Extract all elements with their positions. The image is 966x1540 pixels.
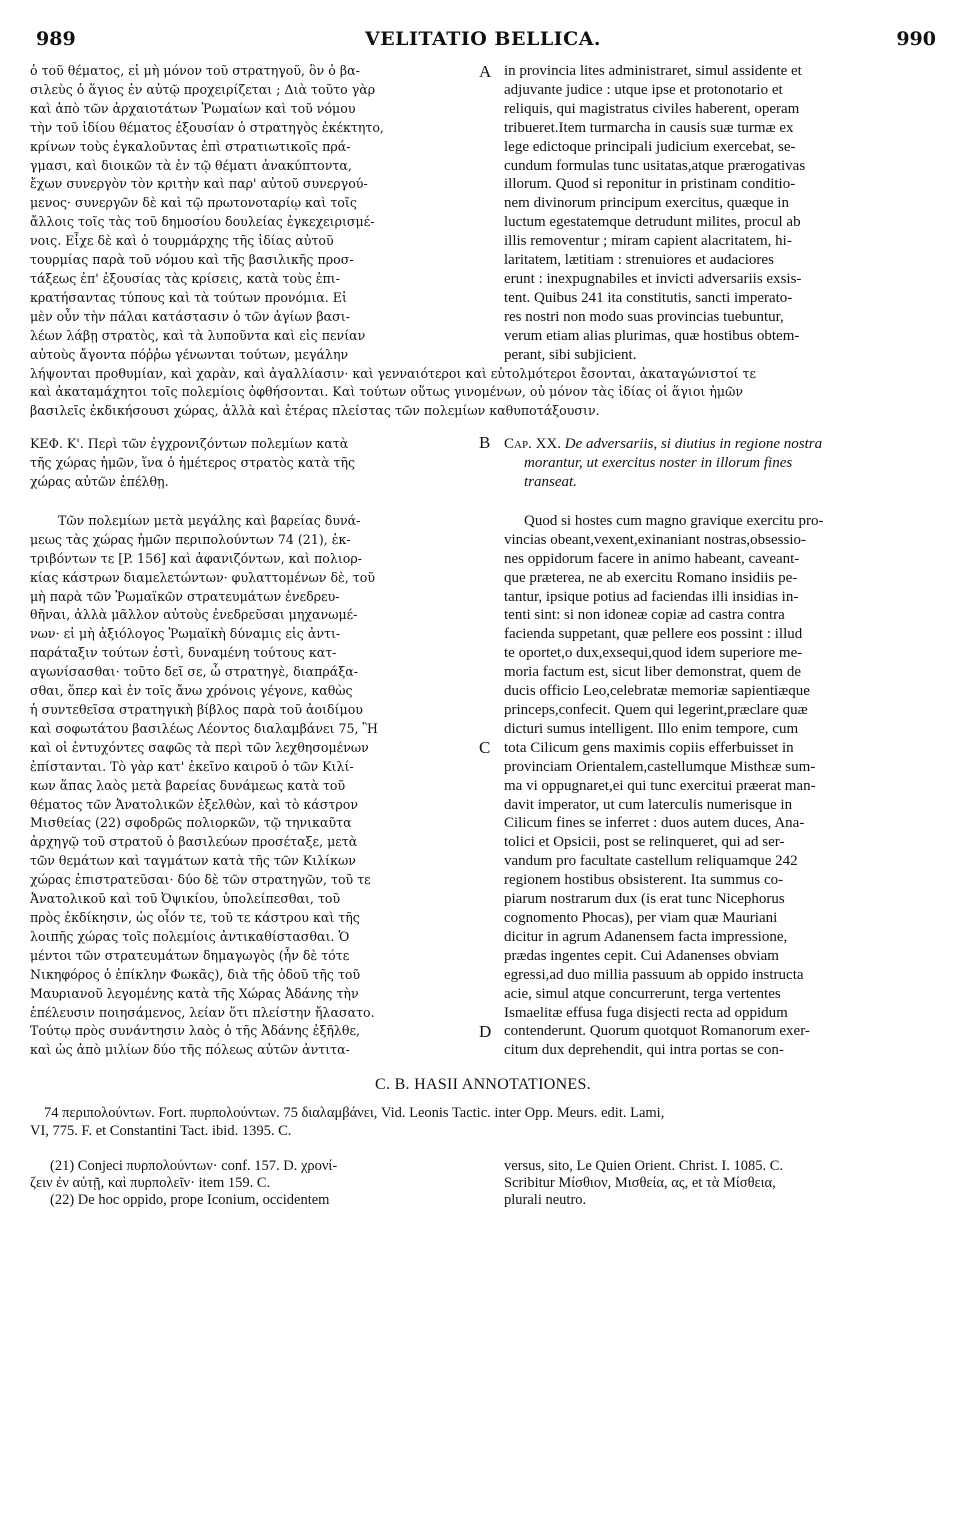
greek-full-width-text (30, 365, 936, 422)
greek-line: τάξεως ἐπ' ἐξουσίας τὰς κρίσεις, κατὰ τοὺς ἐπι- (30, 270, 340, 286)
latin-line: reliquis, qui magistratus civiles haberent, operam (504, 100, 800, 117)
latin-line: illis removentur ; miram capient alacritatem, hi- (504, 233, 792, 250)
greek-line: θῆναι, ἀλλὰ μᾶλλον αὐτοὺς ἐνεδρεῦσαι μηχανωμέ- (30, 607, 358, 623)
margin-marker-c: C (479, 737, 491, 757)
greek-line: σιλεὺς ὁ ἅγιος ἐν αὐτῷ προχειρίζεται ; Διὰ τοῦτο γὰρ (30, 81, 376, 97)
latin-line: provinciam Orientalem,castellumque Misthεæ sum- (504, 758, 816, 775)
latin-line: Cilicum fines se inferret : duos autem duces, Ana- (504, 815, 805, 832)
footnotes-left (30, 1158, 475, 1209)
greek-line: καὶ ἀπὸ τῶν ἀρχαιοτάτων Ῥωμαίων καὶ τοῦ νόμου (30, 100, 356, 116)
running-header (30, 28, 936, 62)
latin-line: cundum formulas tunc usitatas,atque prærogativas (504, 157, 806, 174)
latin-line: te oportet,o dux,exsequi,quod idem superiore me- (504, 645, 803, 662)
latin-line: citum dux deprehendit, qui intra portas se con- (504, 1042, 784, 1059)
latin-line: res nostri non modo suas provincias tuebuntur, (504, 308, 784, 325)
latin-line: cognomento Phocas), per viam quæ Mauriani (504, 909, 778, 926)
latin-chapter-title (504, 435, 936, 492)
greek-line: ἐπίστανται. Τὸ γὰρ κατ' ἐκεῖνο καιροῦ ὁ τῶν Κιλί- (30, 758, 354, 774)
chapter-title-line: transeat. (524, 474, 577, 491)
running-title: VELITATIO BELLICA. (364, 28, 602, 50)
latin-line: que præterea, ne ab exercitu Romano insidiis pe- (504, 569, 798, 586)
chapter-title-line: τῆς χώρας ἡμῶν, ἵνα ὁ ἡμέτερος στρατὸς κατὰ τῆς (30, 455, 356, 471)
greek-line: ἄλλοις τοῖς τὰς τοῦ δημοσίου δουλείας ἐγκεχειρισμέ- (30, 214, 375, 230)
footnote-line: (22) De hoc oppido, prope Iconium, occidentem (50, 1192, 330, 1209)
footnote-line: Scribitur Μίσθιον, Μισθεία, ας, et τὰ Μίσθεια, (504, 1175, 776, 1192)
latin-line: dicturi sumus intelligent. Illo enim tempore, cum (504, 720, 799, 737)
annotation-line: VI, 775. F. et Constantini Tact. ibid. 1395. C. (30, 1123, 292, 1140)
greek-line: κρατήσαντας τύπους καὶ τὰ τούτων προνόμια. Εἰ (30, 289, 347, 305)
greek-line: μὲν οὖν τὴν πάλαι κατάστασιν ὁ τῶν ἁγίων βασι- (30, 308, 350, 324)
greek-column (30, 62, 475, 365)
latin-line: tent. Quibus 241 ita constitutis, sancti imperato- (504, 289, 793, 306)
greek-line: Μισθείας (22) σφοδρῶς πολιορκῶν, τῷ τηνικαῦτα (30, 815, 352, 831)
greek-line: αγωνίσασθαι· τοῦτο δεῖ σε, ὦ στρατηγὲ, διαπράξα- (30, 664, 359, 680)
latin-line: contenderunt. Quorum quotquot Romanorum exer- (504, 1023, 810, 1040)
greek-line: κων ἅπας λαὸς μετὰ βαρείας δυνάμεως κατὰ τοῦ (30, 777, 346, 793)
greek-line: ἡ συντεθεῖσα στρατηγικὴ βίβλος παρὰ τοῦ ἀοιδίμου (30, 702, 363, 717)
greek-line: Μαυριανοῦ λεγομένης κατὰ τῆς Χώρας Ἀδάνης τὴν (30, 985, 359, 1001)
chapter-title-line: ΚΕΦ. Κ'. Περὶ τῶν ἐγχρονιζόντων πολεμίων κατὰ (30, 436, 349, 452)
latin-line: prædas ingentes cepit. Cui Adanenses obviam (504, 947, 779, 964)
margin-marker-b: B (479, 433, 491, 453)
greek-line: βασιλεῖς ἐκδικήσουσι χώρας, ἀλλὰ καὶ ἑτέρας πλείστας τῶν πολεμίων καθυποτάξουσιν. (30, 403, 600, 419)
greek-line: Τῶν πολεμίων μετὰ μεγάλης καὶ βαρείας δυνά- (58, 512, 361, 528)
latin-line: nem divinorum principum exercitus, quæque in (504, 195, 789, 212)
latin-line: davit imperator, ut cum laterculis numerisque in (504, 796, 793, 813)
latin-line: ducis officio Leo,celebratæ memoriæ sapientiæque (504, 683, 810, 700)
greek-line: λοιπῆς χώρας τοῖς πολεμίοις ἀντικαθίστασθαι. Ὁ (30, 928, 350, 944)
annotations-text (30, 1104, 936, 1140)
latin-line: egressi,ad duo millia passuum ab oppido instructa (504, 966, 804, 983)
book-page (30, 28, 936, 1518)
latin-line: facienda suppetant, quæ pellere eos possint : illud (504, 626, 803, 643)
greek-line: Νικηφόρος ὁ ἐπίκλην Φωκᾶς), διὰ τῆς ὁδοῦ τῆς τοῦ (30, 966, 361, 982)
annotations-title: C. B. HASII ANNOTATIONES. (375, 1076, 591, 1094)
greek-line: τῶν θεμάτων καὶ ταγμάτων κατὰ τῆς τῶν Κιλίκων (30, 853, 356, 869)
latin-line: acie, simul atque concurrerunt, terga vertentes (504, 985, 781, 1002)
page-number-left: 989 (36, 28, 76, 50)
latin-line: illorum. Quod si reponitur in pristinam conditio- (504, 176, 796, 193)
greek-line: κρίνων τοὺς ἐγκαλοῦντας ἐπὶ στρατιωτικοῖς πρά- (30, 138, 351, 154)
latin-line: erunt : inexpugnabiles et invicti adversariis exsis- (504, 270, 802, 287)
latin-line: regionem hostibus obsisterent. Ita summus co- (504, 872, 784, 889)
greek-line: σθαι, ὅπερ καὶ ἐν τοῖς ἄνω χρόνοις γέγονε, καθὼς (30, 683, 353, 699)
latin-line: piarum nostrarum dux (is erat tunc Nicephorus (504, 891, 785, 908)
greek-line: καὶ οἱ ἐντυχόντες σαφῶς τὰ περὶ τῶν λεχθησομένων (30, 739, 369, 755)
footnote-line: versus, sito, Le Quien Orient. Christ. I. 1085. C. (504, 1158, 784, 1175)
greek-line: τριβόντων τε [P. 156] καὶ ἀφανιζόντων, καὶ πολιορ- (30, 550, 363, 566)
greek-line: Ἀνατολικοῦ καὶ τοῦ Ὀψικίου, ὑπολείπεσθαι, τοῦ (30, 891, 341, 907)
chapter-label: Cap. XX. (504, 436, 561, 453)
footnotes (30, 1158, 936, 1209)
latin-line: lege edictoque principali judicium exercebat, se- (504, 138, 796, 155)
latin-line: adjuvante judice : utque ipse et protonotario et (504, 81, 783, 98)
greek-line: ὁ τοῦ θέματος, εἰ μὴ μόνον τοῦ στρατηγοῦ, ὃν ὁ βα- (30, 63, 360, 78)
latin-column (504, 62, 936, 365)
latin-line: nes oppidorum facere in animo habeant, caveant- (504, 550, 800, 567)
greek-line: τουρμίας παρὰ τοῦ νόμου καὶ τῆς βασιλικῆς προσ- (30, 252, 354, 268)
chapter-title-line: De adversariis, si diutius in regione nostra (564, 436, 823, 453)
greek-line: μέντοι τῶν στρατευμάτων δημαγωγὸς (ἦν δὲ τότε (30, 947, 350, 963)
latin-line: perant, sibi subjicient. (504, 346, 637, 363)
greek-line: νων· εἰ μὴ ἀξιόλογος Ῥωμαϊκὴ δύναμις εἰς ἀντι- (30, 626, 341, 642)
page-number-right: 990 (896, 28, 936, 50)
latin-line: ma vi oppugnaret,ei qui tunc exercitui præerat man- (504, 777, 816, 794)
greek-line: Τούτῳ πρὸς συνάντησιν λαὸς ὁ τῆς Ἀδάνης ἐξῆλθε, (30, 1023, 361, 1039)
greek-line: λέων λάβῃ στρατὸς, καὶ τὰ λυποῦντα καὶ εἰς πενίαν (30, 327, 366, 343)
footnotes-right (504, 1158, 936, 1209)
greek-line: παράταξιν τούτων ἐστὶ, δυναμένη τούτους κατ- (30, 645, 337, 661)
latin-line: in provincia lites administraret, simul assidente et (504, 63, 802, 79)
latin-line: Quod si hostes cum magno gravique exercitu pro- (524, 512, 824, 529)
latin-line: tenti sint: si non idoneæ copiæ ad castra contra (504, 607, 785, 624)
latin-line: moria factum est, sicut liber demonstrat, quem de (504, 664, 801, 681)
latin-line: dicitur in agrum Adanensem facta impressione, (504, 928, 788, 945)
greek-line: νοις. Εἶχε δὲ καὶ ὁ τουρμάρχης τῆς ἰδίας αὐτοῦ (30, 233, 334, 249)
latin-line: vandum pro facultate castellum reliquamque 242 (504, 853, 798, 870)
greek-line: πρὸς ἐκδίκησιν, ὡς οἷόν τε, τοῦ τε κάστρου καὶ τῆς (30, 909, 360, 925)
chapter-title-line: χώρας αὐτῶν ἐπέλθῃ. (30, 474, 169, 490)
footnote-line: (21) Conjeci πυρπολούντων· conf. 157. D. χρονί- (50, 1158, 338, 1175)
section-1 (30, 62, 936, 365)
greek-line: καὶ ὡς ἀπὸ μιλίων δύο τῆς πόλεως αὐτῶν ἀντιτα- (30, 1042, 350, 1058)
chapter-title-line: morantur, ut exercitus noster in illorum fines (524, 455, 793, 472)
greek-line: μεως τὰς χώρας ἡμῶν περιπολούντων 74 (21), ἐκ- (30, 531, 351, 547)
greek-line: καὶ σοφωτάτου βασιλέως Λέοντος διαλαμβάνει 75, Ἣ (30, 720, 378, 736)
greek-line: ἔχων συνεργὸν τὸν κριτὴν καὶ παρ' αὐτοῦ συνεργού- (30, 176, 368, 192)
latin-line: princeps,confecit. Quem qui legerint,præclare quæ (504, 702, 808, 718)
latin-line: tota Cilicum gens maximis copiis efferbuisset in (504, 739, 794, 756)
greek-line: κίας κάστρων διαμελετώντων· φυλαττομένων δὲ, τοῦ (30, 569, 375, 585)
greek-chapter-title (30, 435, 475, 492)
margin-marker-a: A (479, 62, 492, 81)
latin-line: vincias obeant,vexent,exinaniant nostras,obsessio- (504, 531, 807, 548)
greek-line: γμασι, καὶ διοικῶν τὰ ἐν τῷ θέματι ἀνακύπτοντα, (30, 157, 352, 173)
latin-line: Ismaelitæ effusa fuga disjecti recta ad oppidum (504, 1004, 788, 1021)
greek-line: καὶ ἀκαταμάχητοι τοῖς πολεμίοις ὀφθήσονται. Καὶ τούτων οὕτως γινομένων, οὐ μόνον τὰς ἰδίας οἱ ἅγιοι ἡμῶν (30, 384, 744, 400)
greek-column (30, 512, 475, 1060)
greek-line: μὴ παρὰ τῶν Ῥωμαϊκῶν στρατευμάτων ἐνεδρευ- (30, 588, 340, 604)
greek-line: μενος· συνεργῶν δὲ καὶ τῷ πρωτονοταρίῳ καὶ τοῖς (30, 195, 357, 211)
latin-line: verum etiam alias plurimas, quæ hostibus obtem- (504, 327, 800, 344)
greek-line: λήψονται προθυμίαν, καὶ χαρὰν, καὶ ἀγαλλίασιν· καὶ γενναιότεροι καὶ εὐτολμότεροι ἔσονται, ἀκαταγώνιστοί τε (30, 365, 756, 381)
greek-line: ἀρχηγῷ τοῦ στρατοῦ ὁ βασιλεύων προσέταξε, μετὰ (30, 834, 358, 850)
latin-line: tribueret.Item turmarcha in causis suæ turmæ ex (504, 119, 794, 136)
greek-line: τὴν τοῦ ἰδίου θέματος ἐξουσίαν ὁ στρατηγὸς ἐκέκτητο, (30, 119, 384, 135)
latin-line: tolici et Opsicii, post se relinqueret, qui ad ser- (504, 834, 785, 851)
greek-line: χώρας ἐπιστρατεῦσαι· δύο δὲ τῶν στρατηγῶν, τοῦ τε (30, 872, 371, 888)
footnote-line: ζειν ἐν αὐτῇ, καὶ πυρπολεῖν· item 159. C. (30, 1175, 271, 1192)
latin-column (504, 512, 936, 1060)
chapter-heading (30, 435, 936, 492)
greek-line: θέματος τῶν Ἀνατολικῶν ἐξελθὼν, καὶ τὸ κάστρον (30, 796, 358, 812)
greek-line: αὐτοὺς ἄγοντα πόῤῥω γένωνται τούτων, μεγάλην (30, 346, 349, 362)
margin-marker-d: D (479, 1021, 492, 1041)
latin-line: laritatem, lætitiam : strenuiores et audaciores (504, 252, 774, 269)
latin-line: tantur, ipsique potius ad faciendas illi insidias in- (504, 588, 799, 605)
greek-line: ἐπέλευσιν ποιησάμενος, λείαν ὅτι πλείστην ἤλασατο. (30, 1004, 375, 1020)
section-2 (30, 512, 936, 1060)
latin-line: luctum egestatemque detrudunt milites, procul ab (504, 214, 801, 231)
footnote-line: plurali neutro. (504, 1192, 587, 1209)
annotation-line: 74 περιπολούντων. Fort. πυρπολούντων. 75 διαλαμβάνει, Vid. Leonis Tactic. inter Opp. Meurs. edit. Lami, (44, 1105, 665, 1122)
